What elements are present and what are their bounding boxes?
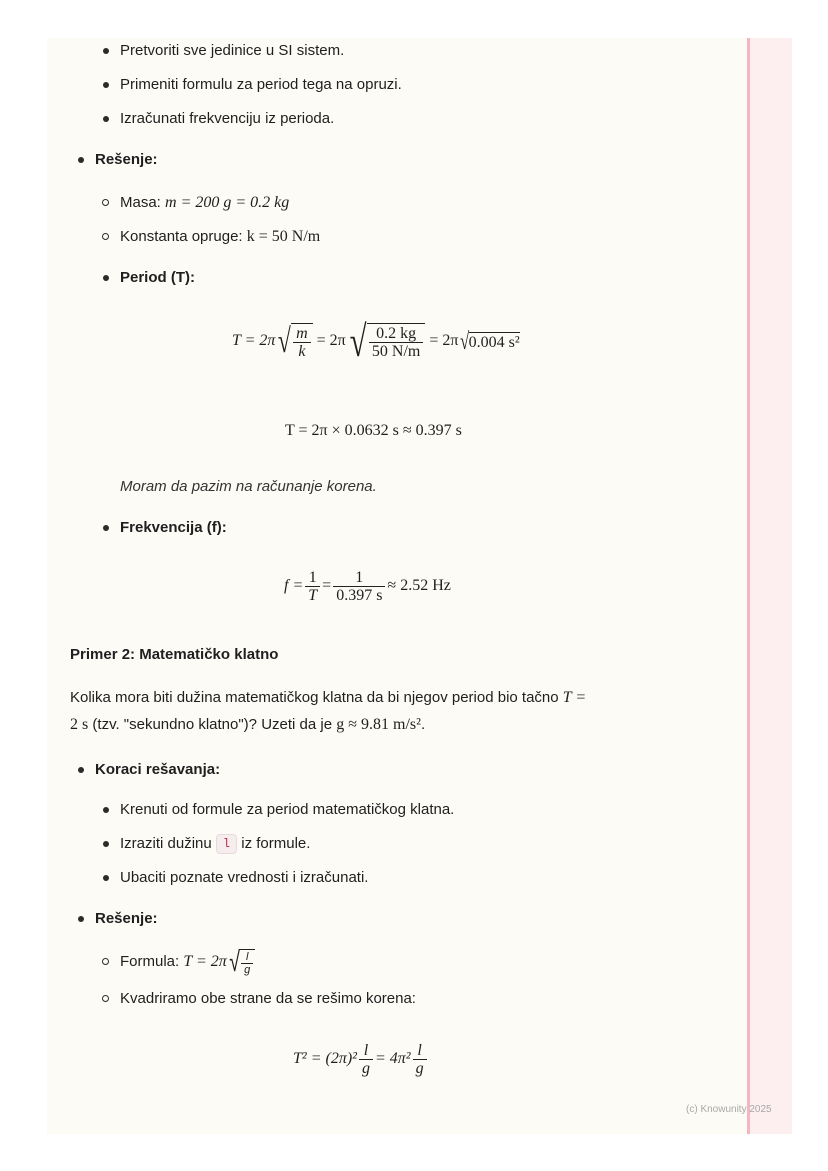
eq-rhs: = 2π xyxy=(429,332,459,350)
list-item: Izračunati frekvenciju iz perioda. xyxy=(120,110,335,127)
copyright-footer: (c) Knowunity 2025 xyxy=(686,1104,772,1115)
solution-heading: Rešenje: xyxy=(95,910,158,927)
eq-mid: = 2π xyxy=(316,332,346,350)
sqrt-result: √0.004 s² xyxy=(460,328,520,355)
eq-result: ≈ 2.52 Hz xyxy=(387,577,451,595)
circle-bullet xyxy=(102,233,109,240)
formula-line: Formula: T = 2π√ $\frac{l}{g}$ xyxy=(120,944,255,980)
inline-code: l xyxy=(216,834,237,854)
bullet-dot xyxy=(78,916,84,922)
eq-lhs: T² = (2π)² xyxy=(293,1050,357,1068)
bullet-dot xyxy=(103,841,109,847)
circle-bullet xyxy=(102,958,109,965)
question-line-1: Kolika mora biti dužina matematičkog klatna da bi njegov period bio tačno T = xyxy=(70,689,587,706)
frequency-equation xyxy=(284,569,451,604)
sqrt-l-over-g: √ $\frac{l}{g}$ xyxy=(227,944,256,980)
mass-line xyxy=(120,193,289,213)
margin-line xyxy=(747,38,750,1134)
eq-lhs: T = 2π xyxy=(232,332,276,350)
question-line-2: 2 s (tzv. "sekundno klatno")? Uzeti da je g ≈ 9.81 m/s². xyxy=(70,716,426,733)
spring-math: k = 50 N/m xyxy=(246,228,321,245)
bullet-dot xyxy=(103,875,109,881)
square-label: Kvadriramo obe strane da se rešimo korena: xyxy=(120,990,416,1007)
eq-denominator: T xyxy=(308,587,318,604)
spring-line xyxy=(120,227,320,247)
list-item: Izraziti dužinu l iz formule. xyxy=(120,835,311,852)
spring-label: Konstanta opruge: xyxy=(120,228,247,245)
bullet-dot xyxy=(103,525,109,531)
bullet-dot xyxy=(103,275,109,281)
list-item: Krenuti od formule za period matematičkog klatna. xyxy=(120,801,455,818)
eq-numerator: m xyxy=(293,325,311,343)
bullet-dot xyxy=(103,48,109,54)
eq-equals: = xyxy=(322,577,332,595)
eq-denominator: 0.397 s xyxy=(336,587,383,604)
period-result: T = 2π × 0.0632 s ≈ 0.397 s xyxy=(285,422,462,439)
eq-lhs: f = xyxy=(284,577,304,595)
note-text: Moram da pazim na računanje korena. xyxy=(120,478,377,495)
period-heading: Period (T): xyxy=(120,269,195,286)
squared-equation: T² = (2π)² $\frac{l}{g}$ = 4π² $\frac{l}{g}$ xyxy=(293,1042,429,1077)
bullet-dot xyxy=(78,157,84,163)
bullet-dot xyxy=(103,807,109,813)
eq-numerator: 1 xyxy=(305,569,320,587)
eq-numerator: 1 xyxy=(333,569,385,587)
example-title: Primer 2: Matematičko klatno xyxy=(70,646,279,663)
bullet-dot xyxy=(103,116,109,122)
list-item: Ubaciti poznate vrednosti i izračunati. xyxy=(120,869,369,886)
mass-label: Masa: xyxy=(120,194,166,211)
mass-math: m = 200 g = 0.2 kg xyxy=(165,194,290,211)
eq-numerator: 0.2 kg xyxy=(369,325,423,343)
bullet-dot xyxy=(103,82,109,88)
eq-denominator: k xyxy=(298,343,306,360)
bullet-dot xyxy=(78,767,84,773)
frequency-heading: Frekvencija (f): xyxy=(120,519,227,536)
list-item: Primeniti formulu za period tega na opruzi. xyxy=(120,76,402,93)
eq-denominator: 50 N/m xyxy=(371,343,421,360)
sqrt-m-over-k: √ $\frac{m}{k}$ xyxy=(275,323,312,360)
page-margin xyxy=(749,38,792,1134)
list-item: Pretvoriti sve jedinice u SI sistem. xyxy=(120,42,345,59)
period-equation xyxy=(232,316,520,366)
circle-bullet xyxy=(102,995,109,1002)
sqrt-values: √ $\frac{0.2 kg}{50 N/m}$ xyxy=(346,323,426,360)
circle-bullet xyxy=(102,199,109,206)
steps-heading: Koraci rešavanja: xyxy=(95,761,221,778)
solution-heading: Rešenje: xyxy=(95,151,158,168)
